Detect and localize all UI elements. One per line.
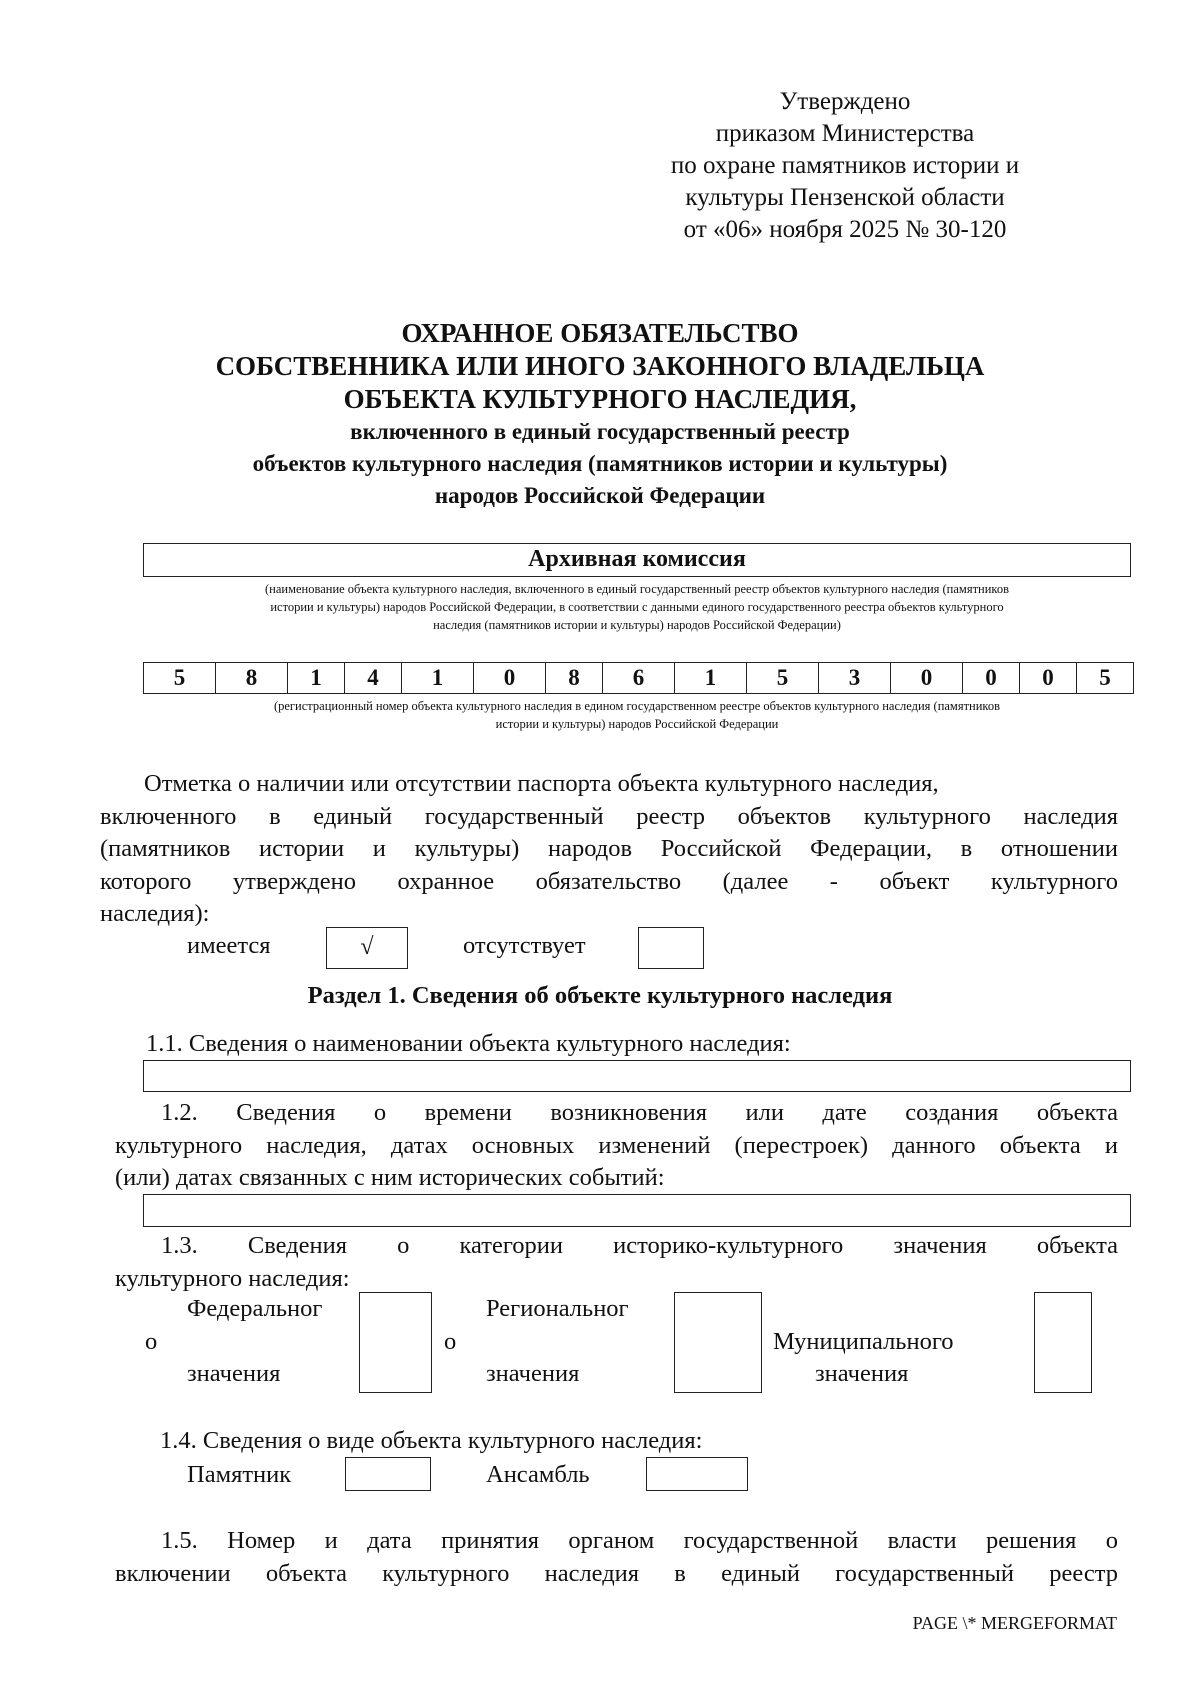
registration-number-table bbox=[143, 662, 1134, 694]
registration-digit[interactable]: 5 bbox=[747, 663, 819, 694]
municipal-checkbox[interactable] bbox=[1034, 1292, 1092, 1393]
registration-digit[interactable]: 6 bbox=[603, 663, 675, 694]
monument-checkbox[interactable] bbox=[345, 1457, 431, 1491]
registration-digit[interactable]: 1 bbox=[402, 663, 474, 694]
paragraph-line: культурного наследия, датах основных изменений (перестроек) данного объекта и bbox=[115, 1131, 1118, 1159]
registration-digit[interactable]: 8 bbox=[216, 663, 288, 694]
approval-block bbox=[620, 86, 1070, 246]
registration-digit[interactable]: 4 bbox=[345, 663, 402, 694]
caption-line: истории и культуры) народов Российской Федерации, в соответствии с данными единого государственного реестра объектов культурного bbox=[270, 600, 1004, 614]
regional-checkbox[interactable] bbox=[674, 1292, 762, 1393]
caption-line: наследия (памятников истории и культуры) народов Российской Федерации) bbox=[433, 618, 841, 632]
passport-present-checkbox[interactable]: √ bbox=[326, 927, 408, 969]
registration-caption bbox=[130, 697, 1144, 733]
registration-digit[interactable]: 0 bbox=[891, 663, 963, 694]
regional-label: о bbox=[444, 1328, 457, 1355]
registration-digit[interactable]: 5 bbox=[1077, 663, 1134, 694]
registration-digit[interactable]: 0 bbox=[1020, 663, 1077, 694]
paragraph-line: 1.2. Сведения о времени возникновения или дате создания объекта bbox=[161, 1099, 1118, 1126]
object-name-field[interactable]: Архивная комиссия bbox=[143, 543, 1131, 577]
document-title-line: ОБЪЕКТА КУЛЬТУРНОГО НАСЛЕДИЯ, bbox=[343, 384, 857, 414]
paragraph-line: 1.3. Сведения о категории историко-культурного значения объекта bbox=[161, 1232, 1118, 1259]
passport-absent-checkbox[interactable] bbox=[638, 927, 704, 969]
section-1-1-label: 1.1. Сведения о наименовании объекта культурного наследия: bbox=[146, 1030, 791, 1057]
document-subtitle-line: объектов культурного наследия (памятников истории и культуры) bbox=[252, 451, 948, 476]
section-1-2-paragraph bbox=[115, 1097, 1118, 1195]
regional-label: значения bbox=[486, 1360, 580, 1387]
ensemble-checkbox[interactable] bbox=[646, 1457, 748, 1491]
paragraph-line: (или) датах связанных с ним исторических событий: bbox=[115, 1164, 665, 1191]
document-title-line: ОХРАННОЕ ОБЯЗАТЕЛЬСТВО bbox=[401, 318, 799, 348]
monument-label: Памятник bbox=[187, 1461, 292, 1488]
approval-line: приказом Министерства bbox=[715, 120, 975, 147]
passport-paragraph bbox=[100, 768, 1118, 931]
registration-digit[interactable]: 1 bbox=[288, 663, 345, 694]
paragraph-line: включенного в единый государственный реестр объектов культурного наследия bbox=[100, 802, 1118, 830]
document-subtitle-line: включенного в единый государственный реестр bbox=[350, 419, 850, 444]
federal-label: Федеральног bbox=[187, 1295, 323, 1322]
passport-absent-label: отсутствует bbox=[463, 932, 586, 959]
federal-label: о bbox=[145, 1328, 158, 1355]
section-1-2-field[interactable] bbox=[143, 1194, 1131, 1227]
paragraph-line: которого утверждено охранное обязательство (далее - объект культурного bbox=[100, 867, 1118, 895]
municipal-label: значения bbox=[815, 1360, 909, 1387]
page-number-field: PAGE \* MERGEFORMAT bbox=[912, 1613, 1117, 1633]
approval-line: Утверждено bbox=[779, 88, 911, 115]
caption-line: истории и культуры) народов Российской Федерации bbox=[495, 717, 779, 731]
passport-present-label: имеется bbox=[187, 932, 271, 959]
document-title-line: СОБСТВЕННИКА ИЛИ ИНОГО ЗАКОННОГО ВЛАДЕЛЬЦА bbox=[215, 351, 985, 381]
paragraph-line: культурного наследия: bbox=[115, 1264, 350, 1292]
registration-digit[interactable]: 3 bbox=[819, 663, 891, 694]
paragraph-line: Отметка о наличии или отсутствии паспорта объекта культурного наследия, bbox=[144, 770, 939, 797]
caption-line: (регистрационный номер объекта культурного наследия в едином государственном реестре объектов культурного наследия (памятников bbox=[273, 699, 1001, 713]
paragraph-line: (памятников истории и культуры) народов Российской Федерации, в отношении bbox=[100, 835, 1118, 862]
document-subtitle-line: народов Российской Федерации bbox=[434, 483, 766, 508]
municipal-label: Муниципального bbox=[773, 1328, 954, 1355]
caption-line: (наименование объекта культурного наследия, включенного в единый государственный реестр объектов культурного наследия (памятников bbox=[264, 582, 1010, 596]
section-1-title: Раздел 1. Сведения об объекте культурного наследия bbox=[307, 982, 893, 1009]
registration-digit[interactable]: 0 bbox=[474, 663, 546, 694]
registration-digit[interactable]: 8 bbox=[546, 663, 603, 694]
section-1-1-field[interactable] bbox=[143, 1060, 1131, 1092]
paragraph-line: включении объекта культурного наследия в единый государственный реестр bbox=[115, 1559, 1118, 1587]
approval-line: культуры Пензенской области bbox=[685, 184, 1005, 211]
section-1-3-paragraph bbox=[115, 1230, 1118, 1295]
ensemble-label: Ансамбль bbox=[486, 1461, 590, 1488]
section-1-5-paragraph bbox=[115, 1525, 1118, 1590]
registration-digit[interactable]: 5 bbox=[144, 663, 216, 694]
object-name-caption bbox=[130, 580, 1144, 634]
regional-label: Региональног bbox=[486, 1295, 629, 1322]
paragraph-line: наследия): bbox=[100, 900, 210, 927]
section-1-4-label: 1.4. Сведения о виде объекта культурного наследия: bbox=[160, 1427, 703, 1454]
registration-digit[interactable]: 1 bbox=[675, 663, 747, 694]
registration-digit[interactable]: 0 bbox=[963, 663, 1020, 694]
federal-label: значения bbox=[187, 1360, 281, 1387]
federal-checkbox[interactable] bbox=[359, 1292, 432, 1393]
paragraph-line: 1.5. Номер и дата принятия органом государственной власти решения о bbox=[161, 1527, 1118, 1554]
approval-line: по охране памятников истории и bbox=[670, 152, 1020, 179]
approval-line: от «06» ноября 2025 № 30-120 bbox=[683, 216, 1007, 243]
